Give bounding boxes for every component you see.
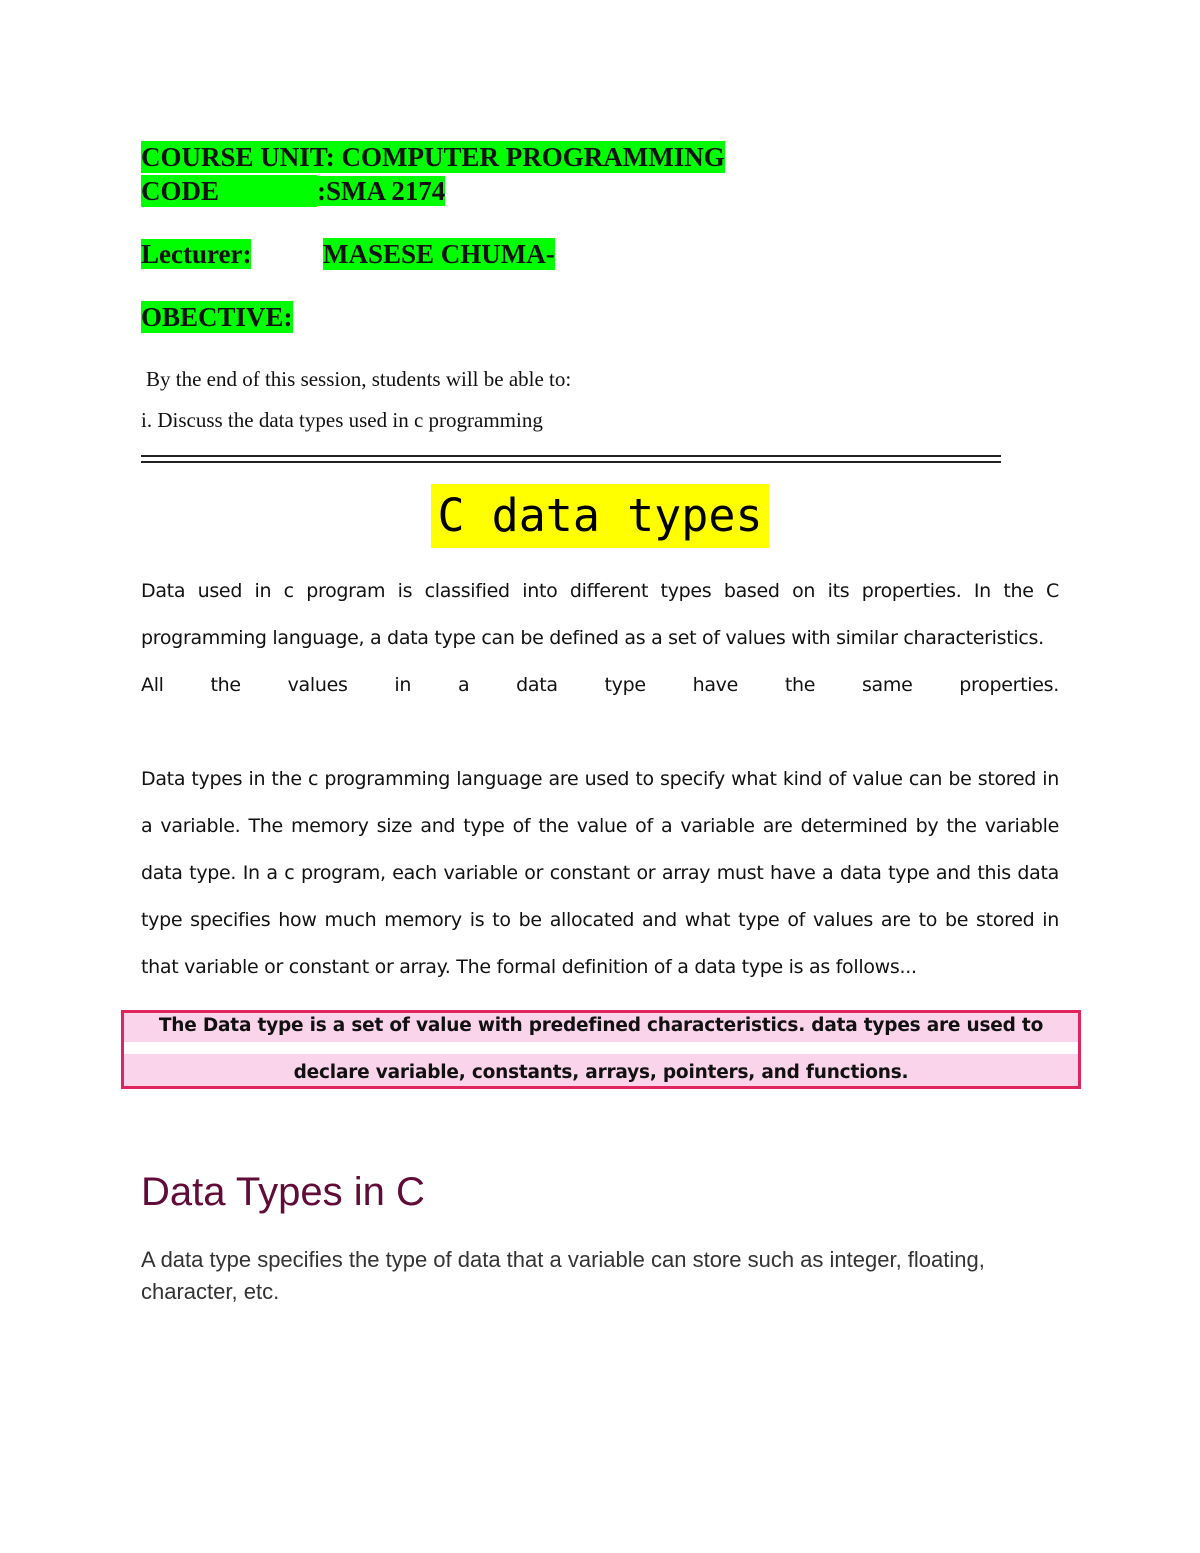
course-code-row [141, 175, 445, 207]
objective-item: i. Discuss the data types used in c programming [141, 408, 543, 432]
separator-rule [141, 455, 1001, 463]
definition-box-stripe [124, 1042, 1078, 1054]
page-title: C data types [431, 484, 768, 548]
course-unit-title: COURSE UNIT: COMPUTER PROGRAMMING [141, 142, 725, 172]
lecturer-name: MASESE CHUMA- [323, 239, 555, 269]
objective-intro: By the end of this session, students will be able to: [146, 367, 572, 391]
intro-paragraph [141, 568, 1059, 709]
definition-line-2: declare variable, constants, arrays, pointers, and functions. [293, 1062, 909, 1083]
course-code-label: CODE [141, 175, 317, 207]
intro-paragraph-last-line: All the values in a data type have the same properties. [141, 674, 1059, 696]
title-wrap [0, 484, 1200, 548]
data-types-paragraph: Data types in the c programming language are used to specify what kind of value can be stored in a variable. The memory size and type of the value of a variable are determined by the variable data type. In a c program, each variable or constant or array must have a data type and this data type specifies how much memory is to be allocated and what type of values are to be stored in that variable or constant or array. The formal definition of a data type is as follows... [141, 768, 1059, 978]
definition-box [121, 1010, 1081, 1089]
lecturer-label: Lecturer: [141, 239, 252, 269]
intro-paragraph-text: Data used in c program is classified into different types based on its properties. In the C programming language, a data type can be defined as a set of values with similar characteristics. [141, 580, 1059, 649]
section-heading: Data Types in C [141, 1170, 425, 1214]
lecturer-row [141, 238, 251, 270]
definition-line-1: The Data type is a set of value with predefined characteristics. data types are used to [158, 1015, 1044, 1036]
course-code-value: :SMA 2174 [317, 176, 446, 206]
objective-heading: OBECTIVE: [141, 302, 293, 332]
section-description: A data type specifies the type of data that a variable can store such as integer, floating, character, etc. [141, 1247, 985, 1304]
